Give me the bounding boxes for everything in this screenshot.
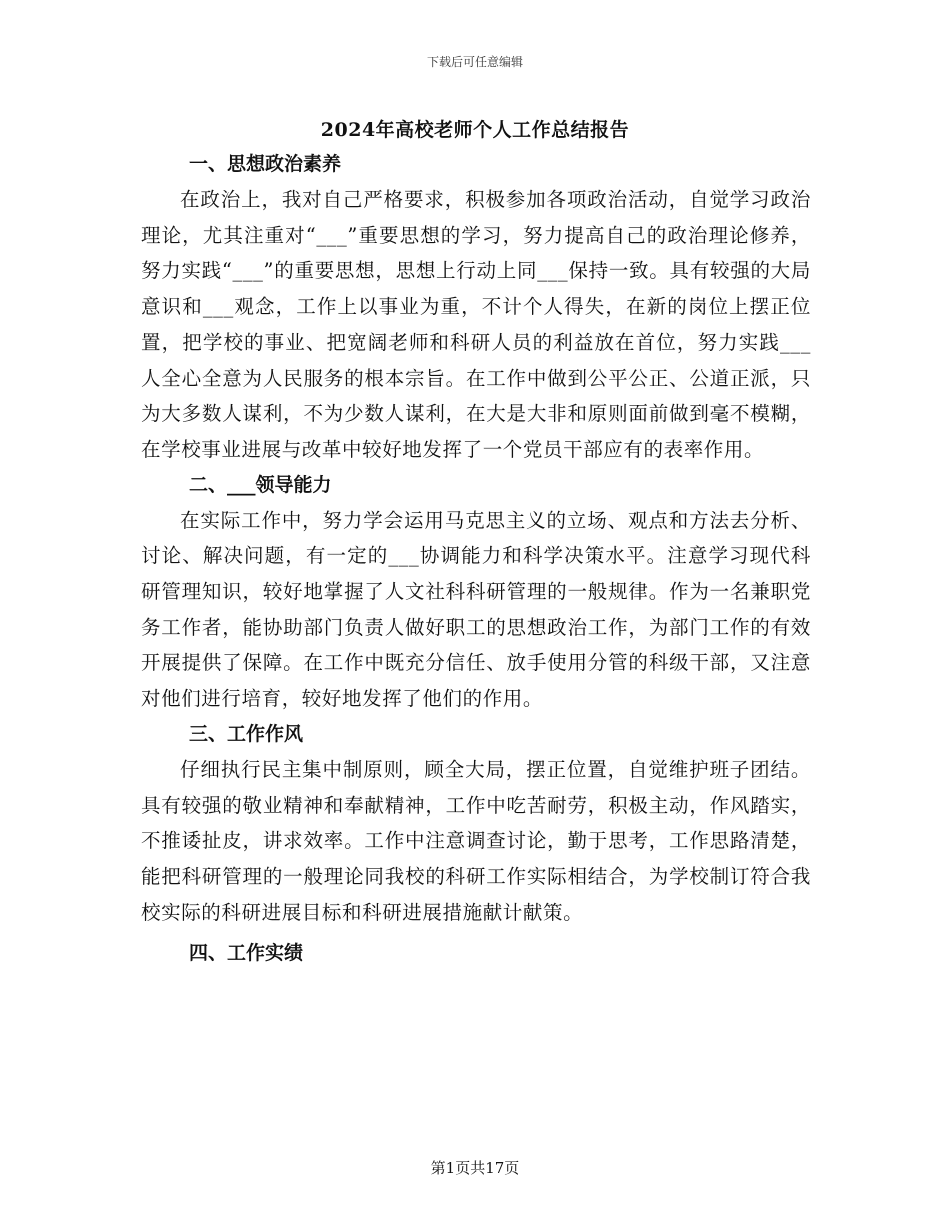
page-number-footer: 第1页共17页 (430, 1159, 520, 1177)
document-title: 2024年高校老师个人工作总结报告 (320, 119, 630, 141)
section-paragraph-1: 在政治上，我对自己严格要求，积极参加各项政治活动，自觉学习政治理论，尤其注重对“___”重要思想的学习，努力提高自己的政治理论修养，努力实践“___”的重要思想，思想上行动上同___保持一致。具有较强的大局意识和___观念，工作上以事业为重，不计个人得失，在新的岗位上摆正位置，把学校的事业、把宽阔老师和科研人员的利益放在首位，努力实践___人全心全意为人民服务的根本宗旨。在工作中做到公平公正、公道正派，只为大多数人谋利，不为少数人谋利，在大是大非和原则面前做到毫不模糊，在学校事业进展与改革中较好地发挥了一个党员干部应有的表率作用。 (141, 188, 811, 461)
section-heading-4: 四、工作实绩 (189, 942, 304, 965)
section-heading-3: 三、工作作风 (189, 722, 304, 745)
header-note: 下载后可任意编辑 (426, 55, 523, 69)
section-heading-1: 一、思想政治素养 (189, 153, 342, 175)
document-body (141, 147, 811, 971)
section-paragraph-2: 在实际工作中，努力学会运用马克思主义的立场、观点和方法去分析、讨论、解决问题，有一定的___协调能力和科学决策水平。注意学习现代科研管理知识，较好地掌握了人文社科科研管理的一般规律。作为一名兼职党务工作者，能协助部门负责人做好职工的思想政治工作，为部门工作的有效开展提供了保障。在工作中既充分信任、放手使用分管的科级干部，又注意对他们进行培育，较好地发挥了他们的作用。 (141, 508, 811, 711)
section-paragraph-3: 仔细执行民主集中制原则，顾全大局，摆正位置，自觉维护班子团结。具有较强的敬业精神和奉献精神，工作中吃苦耐劳，积极主动，作风踏实，不推诿扯皮，讲求效率。工作中注意调查讨论，勤于思考，工作思路清楚，能把科研管理的一般理论同我校的科研工作实际相结合，为学校制订符合我校实际的科研进展目标和科研进展措施献计献策。 (141, 757, 811, 924)
section-heading-2: 二、___领导能力 (189, 473, 332, 496)
